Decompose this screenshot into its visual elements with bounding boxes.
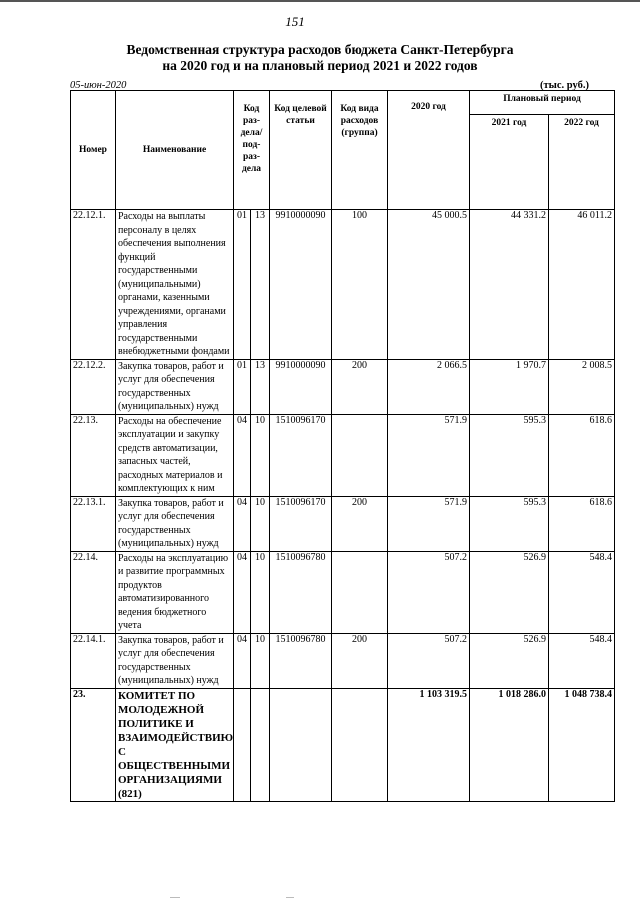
- row-2021: 595.3: [470, 414, 549, 496]
- row-name: Расходы на эксплуатацию и развитие программных продуктов автоматизированного ведения бюджетного учета: [116, 551, 234, 633]
- header-section: Код раз-дела/ под-раз-дела: [234, 91, 270, 210]
- row-2022: 2 008.5: [549, 359, 615, 414]
- row-section: 04: [234, 551, 251, 633]
- row-exp-type: [332, 688, 388, 801]
- row-2022: 1 048 738.4: [549, 688, 615, 801]
- row-subsection: 13: [251, 359, 270, 414]
- row-number: 22.14.: [71, 551, 116, 633]
- row-exp-type: 100: [332, 210, 388, 360]
- table-row: [71, 688, 615, 801]
- row-2022: 618.6: [549, 496, 615, 551]
- table-row: [71, 414, 615, 496]
- row-2021: 595.3: [470, 496, 549, 551]
- row-section: 04: [234, 633, 251, 688]
- row-2020: 2 066.5: [388, 359, 470, 414]
- row-name: Закупка товаров, работ и услуг для обеспечения государственных (муниципальных) нужд: [116, 496, 234, 551]
- row-2020: 1 103 319.5: [388, 688, 470, 801]
- scan-artifact: [170, 897, 180, 898]
- row-exp-type: [332, 414, 388, 496]
- row-section: [234, 688, 251, 801]
- row-2022: 46 011.2: [549, 210, 615, 360]
- row-exp-type: 200: [332, 359, 388, 414]
- header-target: Код целевой статьи: [270, 91, 332, 210]
- row-subsection: 10: [251, 496, 270, 551]
- title-line-1: Ведомственная структура расходов бюджета Санкт-Петербурга: [126, 42, 514, 57]
- row-exp-type: 200: [332, 496, 388, 551]
- row-name: Расходы на выплаты персоналу в целях обеспечения выполнения функций государственными (муниципальными) органами, казенными учреждениями, органами управления государственными внебюджетными фондами: [116, 210, 234, 360]
- row-2021: 44 331.2: [470, 210, 549, 360]
- table-row: [71, 633, 615, 688]
- row-target: 1510096170: [270, 496, 332, 551]
- table-row: [71, 359, 615, 414]
- row-section: 04: [234, 414, 251, 496]
- row-number: 22.12.2.: [71, 359, 116, 414]
- row-subsection: 10: [251, 551, 270, 633]
- table-row: [71, 496, 615, 551]
- row-name: КОМИТЕТ ПО МОЛОДЕЖНОЙ ПОЛИТИКЕ И ВЗАИМОДЕЙСТВИЮ С ОБЩЕСТВЕННЫМИ ОРГАНИЗАЦИЯМИ (821): [116, 688, 234, 801]
- row-subsection: 13: [251, 210, 270, 360]
- row-number: 22.13.1.: [71, 496, 116, 551]
- document-title: [0, 42, 640, 74]
- header-name: Наименование: [116, 91, 234, 210]
- title-line-2: на 2020 год и на плановый период 2021 и 2022 годов: [162, 58, 478, 73]
- row-2022: 618.6: [549, 414, 615, 496]
- header-number: Номер: [71, 91, 116, 210]
- row-section: 01: [234, 210, 251, 360]
- row-target: 1510096780: [270, 633, 332, 688]
- row-2021: 1 970.7: [470, 359, 549, 414]
- row-section: 04: [234, 496, 251, 551]
- row-2021: 526.9: [470, 633, 549, 688]
- row-2020: 571.9: [388, 414, 470, 496]
- document-date: 05-июн-2020: [70, 80, 127, 91]
- header-2021: 2021 год: [470, 115, 549, 210]
- header-planned-period: Плановый период: [470, 91, 615, 115]
- row-target: 1510096780: [270, 551, 332, 633]
- row-section: 01: [234, 359, 251, 414]
- budget-table: [70, 90, 615, 802]
- header-2020: 2020 год: [388, 91, 470, 210]
- row-2020: 507.2: [388, 633, 470, 688]
- row-2022: 548.4: [549, 633, 615, 688]
- row-target: 9910000090: [270, 210, 332, 360]
- row-name: Закупка товаров, работ и услуг для обеспечения государственных (муниципальных) нужд: [116, 359, 234, 414]
- row-2021: 526.9: [470, 551, 549, 633]
- row-name: Расходы на обеспечение эксплуатации и закупку средств автоматизации, запасных частей, расходных материалов и комплектующих к ним: [116, 414, 234, 496]
- row-subsection: [251, 688, 270, 801]
- units-label: (тыс. руб.): [540, 80, 589, 91]
- table-row: [71, 551, 615, 633]
- row-2020: 45 000.5: [388, 210, 470, 360]
- row-exp-type: [332, 551, 388, 633]
- row-number: 22.14.1.: [71, 633, 116, 688]
- page-top-edge: [0, 0, 640, 2]
- row-number: 22.12.1.: [71, 210, 116, 360]
- row-target: 9910000090: [270, 359, 332, 414]
- table-body: [71, 210, 615, 802]
- header-2022: 2022 год: [549, 115, 615, 210]
- row-number: 22.13.: [71, 414, 116, 496]
- row-exp-type: 200: [332, 633, 388, 688]
- row-2020: 507.2: [388, 551, 470, 633]
- row-2021: 1 018 286.0: [470, 688, 549, 801]
- row-number: 23.: [71, 688, 116, 801]
- page-number: 151: [285, 14, 305, 29]
- row-subsection: 10: [251, 414, 270, 496]
- row-2022: 548.4: [549, 551, 615, 633]
- table-row: [71, 210, 615, 360]
- header-exp-type: Код вида расходов (группа): [332, 91, 388, 210]
- row-subsection: 10: [251, 633, 270, 688]
- row-target: 1510096170: [270, 414, 332, 496]
- scan-artifact: [286, 897, 294, 898]
- row-2020: 571.9: [388, 496, 470, 551]
- row-name: Закупка товаров, работ и услуг для обеспечения государственных (муниципальных) нужд: [116, 633, 234, 688]
- table-header: [71, 91, 615, 210]
- row-target: [270, 688, 332, 801]
